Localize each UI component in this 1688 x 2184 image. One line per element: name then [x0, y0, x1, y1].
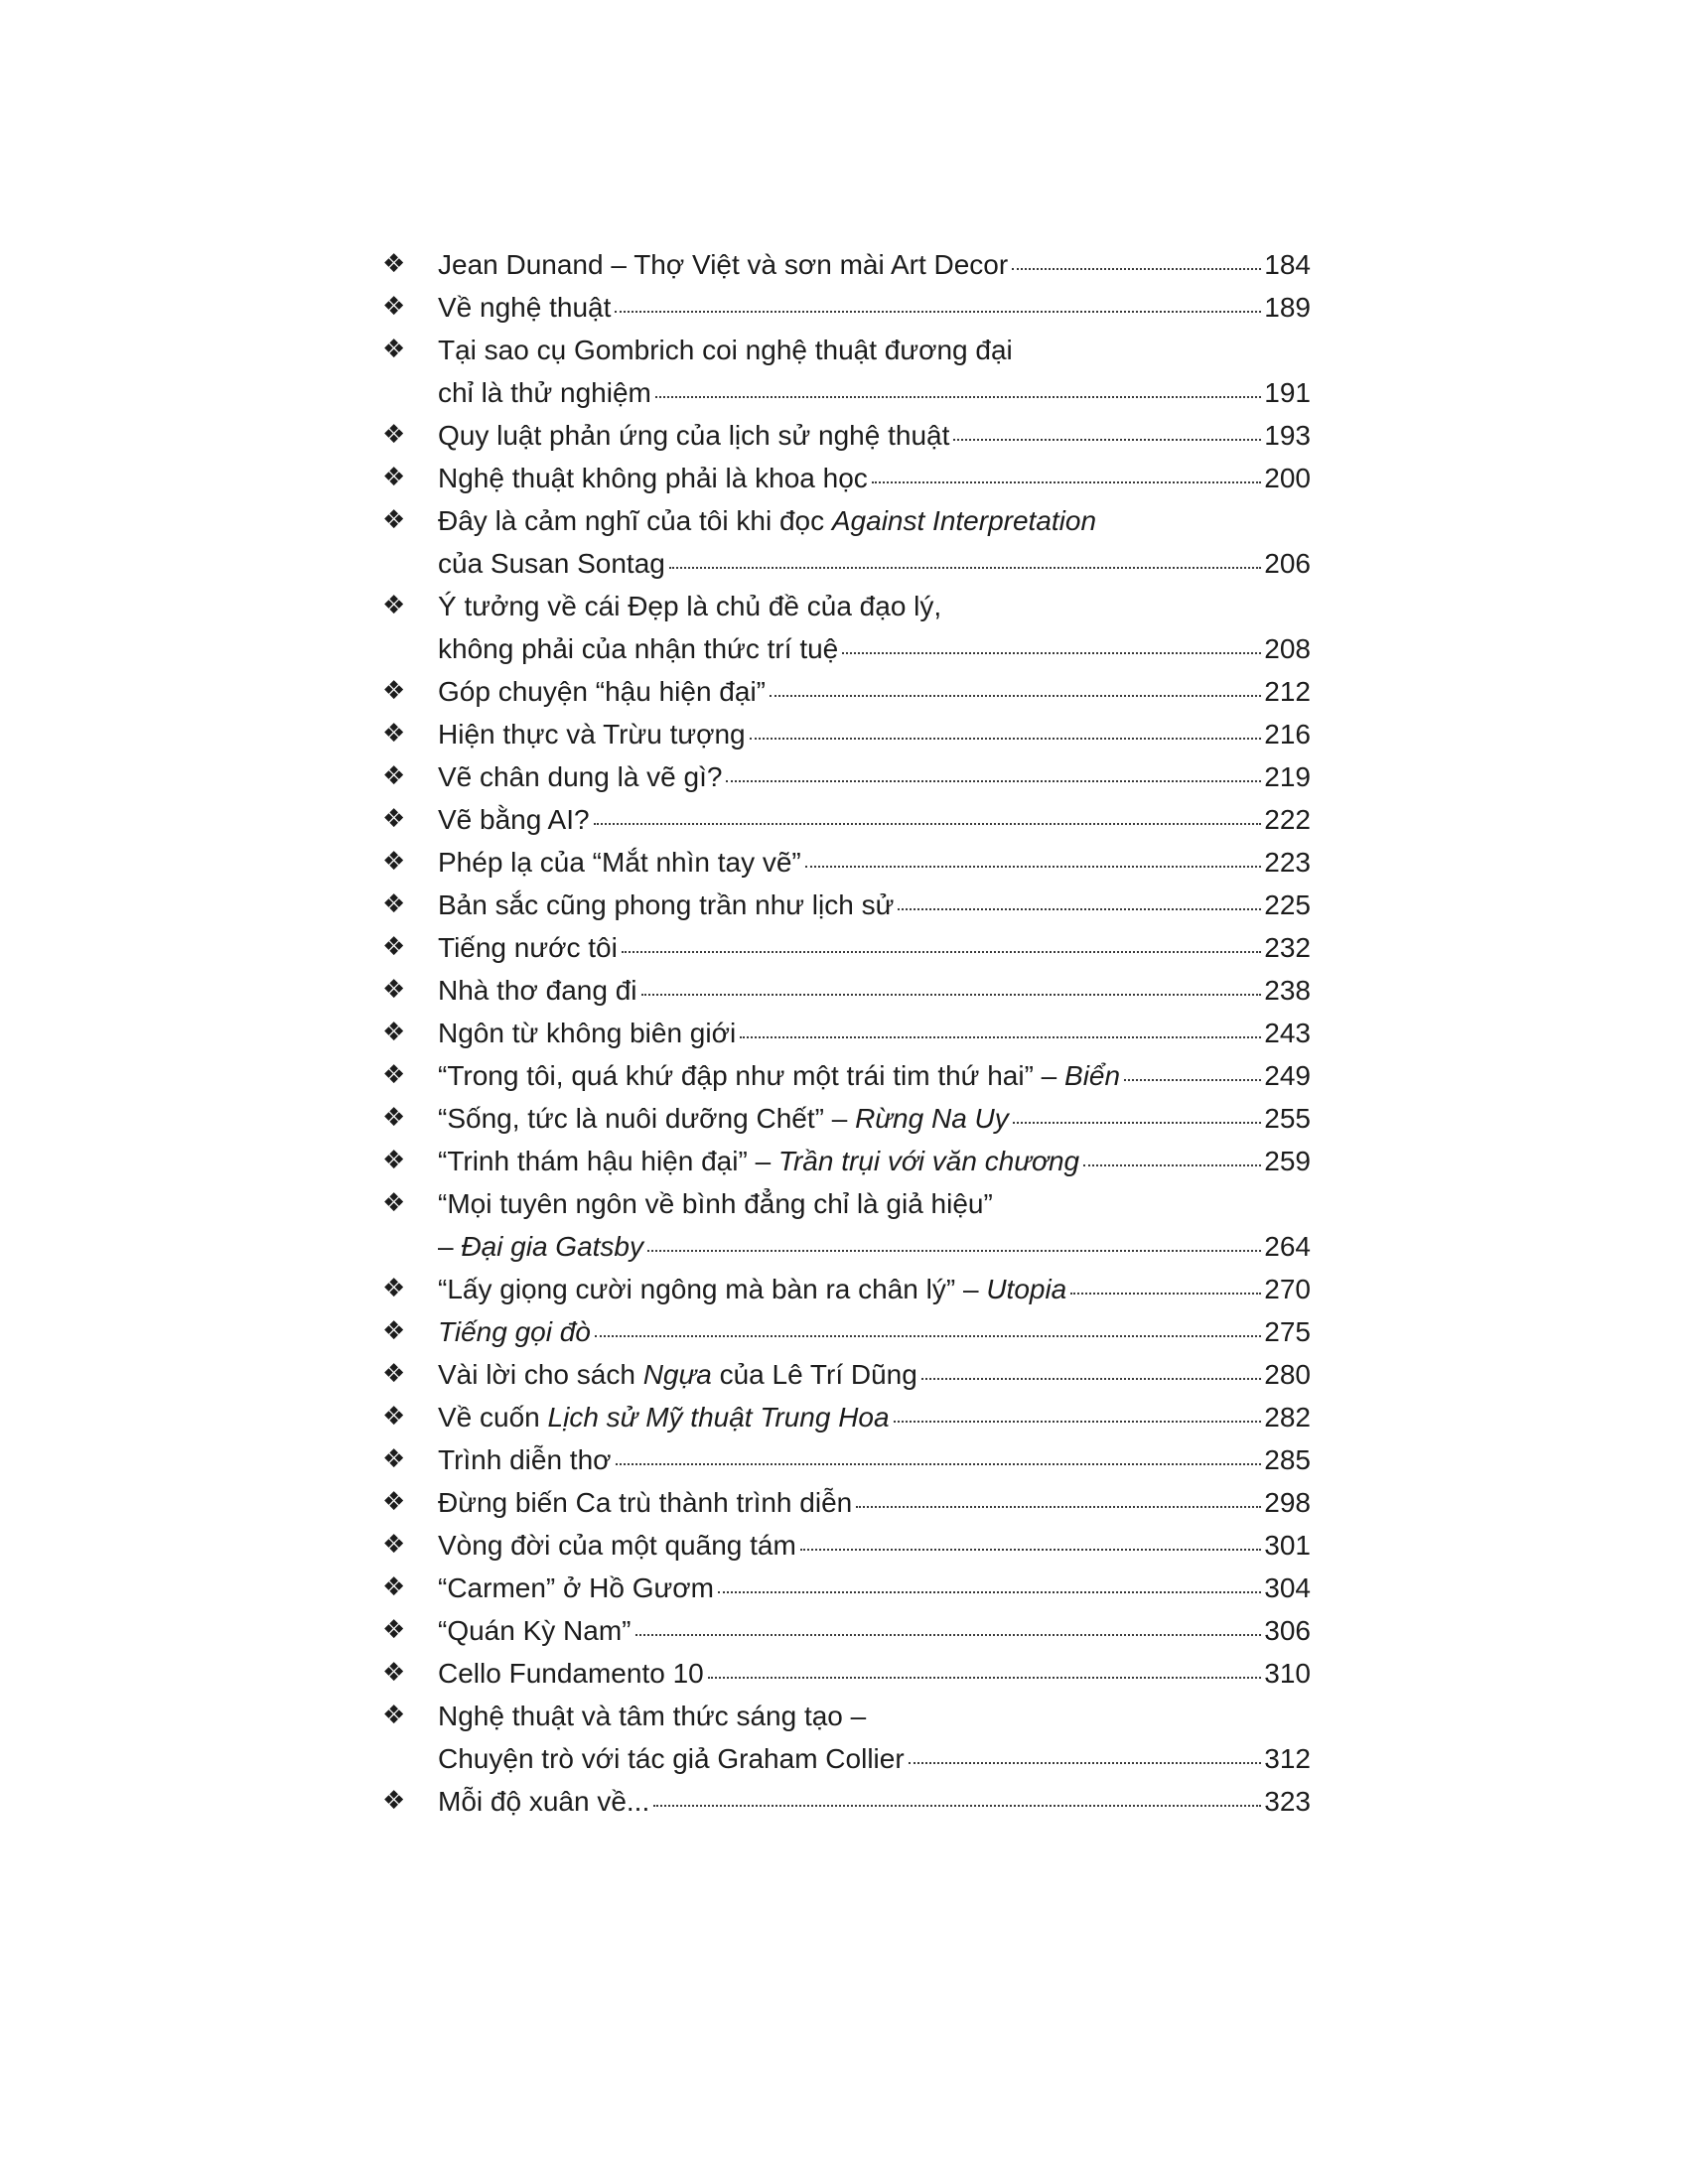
toc-entry-title — [438, 884, 894, 926]
toc-page-number: 222 — [1264, 804, 1311, 835]
toc-entry — [382, 1353, 1311, 1396]
toc-entry — [382, 1438, 1311, 1481]
toc-page-number: 223 — [1264, 847, 1311, 878]
toc-page-number: 249 — [1264, 1060, 1311, 1091]
dot-leader — [750, 738, 1262, 740]
dot-leader — [708, 1677, 1262, 1679]
toc-entry-title — [438, 243, 1008, 286]
toc-entry-line — [438, 670, 1311, 713]
toc-entry — [382, 1567, 1311, 1609]
toc-entry-title-text: Bản sắc cũng phong trần như lịch sử — [438, 889, 895, 920]
toc-entry-line — [438, 1353, 1311, 1396]
toc-entry-title-italic: Tiếng gọi đò — [438, 1316, 591, 1347]
toc-entry-title — [438, 713, 746, 755]
toc-entry-line — [438, 585, 1311, 627]
toc-entry-title — [438, 1182, 993, 1225]
toc-entry-title-text: “Mọi tuyên ngôn về bình đẳng chỉ là giả hiệu” — [438, 1188, 993, 1219]
toc-entry-title — [438, 1780, 649, 1823]
dot-leader — [898, 908, 1261, 910]
toc-entry-title-text: Mỗi độ xuân về... — [438, 1786, 650, 1817]
diamond-bullet-icon: ❖ — [382, 719, 406, 749]
toc-entry-title — [438, 1225, 643, 1268]
toc-entry-title-text: Tiếng nước tôi — [438, 932, 618, 963]
toc-entry-title — [438, 926, 618, 969]
toc-entry-title-text: Ngôn từ không biên giới — [438, 1018, 737, 1048]
toc-entry-title-text: của Susan Sontag — [438, 548, 665, 579]
toc-entry — [382, 755, 1311, 798]
diamond-bullet-icon: ❖ — [382, 889, 406, 919]
toc-entry-title — [438, 1396, 890, 1438]
toc-entry — [382, 1268, 1311, 1310]
toc-entry-line — [438, 1481, 1311, 1524]
diamond-bullet-icon: ❖ — [382, 1701, 406, 1730]
toc-entry-line — [438, 713, 1311, 755]
toc-entry-line — [438, 1695, 1311, 1737]
toc-page-number: 208 — [1264, 633, 1311, 664]
toc-entry-title — [438, 1652, 704, 1695]
toc-entry-line — [438, 926, 1311, 969]
toc-entry-title-text: Vòng đời của một quãng tám — [438, 1530, 796, 1561]
toc-entry-title — [438, 1097, 1009, 1140]
toc-entry-title — [438, 1609, 632, 1652]
toc-entry-title — [438, 627, 838, 670]
toc-page-number: 264 — [1264, 1231, 1311, 1262]
dot-leader — [1012, 268, 1261, 270]
dot-leader — [856, 1506, 1261, 1508]
toc-entry-title — [438, 1695, 866, 1737]
toc-page-number: 275 — [1264, 1316, 1311, 1347]
toc-entry-line — [438, 329, 1311, 371]
dot-leader — [921, 1378, 1261, 1380]
dot-leader — [740, 1036, 1261, 1038]
toc-page-number: 301 — [1264, 1530, 1311, 1561]
toc-entry-title-text: Nghệ thuật không phải là khoa học — [438, 463, 868, 493]
toc-entry-line — [438, 1140, 1311, 1182]
toc-entry-title-text: Cello Fundamento 10 — [438, 1658, 704, 1689]
dot-leader — [616, 1463, 1262, 1465]
toc-entry-title — [438, 1353, 917, 1396]
toc-entry-title-italic: Against Interpretation — [831, 505, 1097, 536]
toc-entry — [382, 243, 1311, 286]
toc-page-number: 259 — [1264, 1146, 1311, 1176]
diamond-bullet-icon: ❖ — [382, 676, 406, 706]
dot-leader — [770, 695, 1261, 697]
toc-entry — [382, 329, 1311, 414]
toc-entry-title — [438, 755, 722, 798]
toc-entry-title-italic: Trần trụi với văn chương — [777, 1146, 1080, 1176]
toc-entry — [382, 798, 1311, 841]
dot-leader — [1013, 1122, 1262, 1124]
toc-entry-line — [438, 1567, 1311, 1609]
toc-page-number: 219 — [1264, 761, 1311, 792]
toc-entry-title — [438, 798, 590, 841]
dot-leader — [595, 1335, 1261, 1337]
diamond-bullet-icon: ❖ — [382, 1530, 406, 1560]
diamond-bullet-icon: ❖ — [382, 1188, 406, 1218]
toc-entry-line — [438, 457, 1311, 499]
toc-entry-title — [438, 329, 1013, 371]
diamond-bullet-icon: ❖ — [382, 847, 406, 877]
toc-entry-line — [438, 841, 1311, 884]
toc-page-number: 238 — [1264, 975, 1311, 1006]
toc-entry-title — [438, 1310, 591, 1353]
toc-entry-title-italic: Ngựa — [642, 1359, 712, 1390]
toc-entry-title-text: Đây là cảm nghĩ của tôi khi đọc — [438, 505, 832, 536]
toc-entry-title — [438, 1737, 905, 1780]
dot-leader — [1083, 1164, 1261, 1166]
dot-leader — [669, 567, 1261, 569]
toc-entry-line — [438, 1609, 1311, 1652]
diamond-bullet-icon: ❖ — [382, 1615, 406, 1645]
toc-page-number: 306 — [1264, 1615, 1311, 1646]
toc-entry-title-italic: Đại gia Gatsby — [461, 1231, 643, 1262]
toc-entry-title-text: Đừng biến Ca trù thành trình diễn — [438, 1487, 853, 1518]
toc-entry-line — [438, 1438, 1311, 1481]
diamond-bullet-icon: ❖ — [382, 1274, 406, 1303]
toc-entry-title-text: Vài lời cho sách — [438, 1359, 643, 1390]
toc-entry-title-text: “Trinh thám hậu hiện đại” – — [438, 1146, 778, 1176]
dot-leader — [1070, 1293, 1261, 1295]
toc-entry — [382, 713, 1311, 755]
toc-entry-title-text: “Quán Kỳ Nam” — [438, 1615, 632, 1646]
toc-entry-title-text: không phải của nhận thức trí tuệ — [438, 633, 839, 664]
toc-entry-title-text: “Trong tôi, quá khứ đập như một trái tim thứ hai” – — [438, 1060, 1065, 1091]
toc-entry — [382, 1609, 1311, 1652]
toc-entry-title — [438, 841, 801, 884]
toc-entry-line — [438, 627, 1311, 670]
toc-entry-title — [438, 969, 637, 1012]
diamond-bullet-icon: ❖ — [382, 292, 406, 322]
diamond-bullet-icon: ❖ — [382, 1572, 406, 1602]
toc-entry-title-text: Jean Dunand – Thợ Việt và sơn mài Art Decor — [438, 249, 1009, 280]
toc-entry — [382, 499, 1311, 585]
toc-entry-title-text: của Lê Trí Dũng — [711, 1359, 917, 1390]
toc-entry-title-italic: Utopia — [986, 1274, 1067, 1304]
diamond-bullet-icon: ❖ — [382, 1359, 406, 1389]
toc-entry-title-text: “Sống, tức là nuôi dưỡng Chết” – — [438, 1103, 856, 1134]
toc-page-number: 270 — [1264, 1274, 1311, 1304]
toc-entry-line — [438, 798, 1311, 841]
toc-entry — [382, 926, 1311, 969]
toc-entry-title-text: Hiện thực và Trừu tượng — [438, 719, 746, 750]
dot-leader — [872, 481, 1262, 483]
toc-entry-title-text: Nghệ thuật và tâm thức sáng tạo – — [438, 1701, 867, 1731]
diamond-bullet-icon: ❖ — [382, 761, 406, 791]
toc-entry-title — [438, 670, 766, 713]
diamond-bullet-icon: ❖ — [382, 463, 406, 492]
toc-entry-title — [438, 542, 665, 585]
toc-entry-title-text: chỉ là thử nghiệm — [438, 377, 651, 408]
dot-leader — [641, 994, 1262, 996]
toc-entry-title-text: Góp chuyện “hậu hiện đại” — [438, 676, 766, 707]
toc-entry-line — [438, 1268, 1311, 1310]
toc-entry-title — [438, 1481, 852, 1524]
toc-entry — [382, 1481, 1311, 1524]
diamond-bullet-icon: ❖ — [382, 505, 406, 535]
toc-entry — [382, 1695, 1311, 1780]
toc-entry-line — [438, 1652, 1311, 1695]
toc-entry-line — [438, 286, 1311, 329]
toc-entry — [382, 969, 1311, 1012]
toc-page-number: 191 — [1264, 377, 1311, 408]
toc-entry — [382, 1396, 1311, 1438]
diamond-bullet-icon: ❖ — [382, 1487, 406, 1517]
dot-leader — [622, 951, 1261, 953]
toc-entry-title — [438, 414, 949, 457]
toc-entry-line — [438, 1182, 1311, 1225]
toc-entry-title-text: “Lấy giọng cười ngông mà bàn ra chân lý” – — [438, 1274, 987, 1304]
toc-entry-line — [438, 1396, 1311, 1438]
dot-leader — [909, 1762, 1262, 1764]
toc-page-number: 255 — [1264, 1103, 1311, 1134]
toc-page-number: 285 — [1264, 1444, 1311, 1475]
toc-entry — [382, 1652, 1311, 1695]
toc-entry-title — [438, 1524, 796, 1567]
toc-page-number: 232 — [1264, 932, 1311, 963]
toc-entry-line — [438, 243, 1311, 286]
diamond-bullet-icon: ❖ — [382, 249, 406, 279]
toc-entry-title-text: – — [438, 1231, 462, 1262]
diamond-bullet-icon: ❖ — [382, 591, 406, 620]
diamond-bullet-icon: ❖ — [382, 1316, 406, 1346]
toc-entry-title — [438, 585, 941, 627]
toc-entry-title-text: Về cuốn — [438, 1402, 548, 1433]
toc-entry-title-text: Vẽ bằng AI? — [438, 804, 590, 835]
dot-leader — [647, 1250, 1261, 1252]
toc-entry-line — [438, 542, 1311, 585]
toc-page-number: 216 — [1264, 719, 1311, 750]
toc-entry — [382, 1182, 1311, 1268]
toc-page-number: 280 — [1264, 1359, 1311, 1390]
diamond-bullet-icon: ❖ — [382, 1146, 406, 1175]
toc-entry-title-italic: Rừng Na Uy — [855, 1103, 1009, 1134]
dot-leader — [635, 1634, 1262, 1636]
dot-leader — [653, 1805, 1261, 1807]
toc-entry-title-text: “Carmen” ở Hồ Gươm — [438, 1572, 714, 1603]
diamond-bullet-icon: ❖ — [382, 420, 406, 450]
toc-entry-line — [438, 755, 1311, 798]
toc-entry-line — [438, 1054, 1311, 1097]
toc-entry — [382, 841, 1311, 884]
diamond-bullet-icon: ❖ — [382, 804, 406, 834]
toc-entry-title — [438, 371, 651, 414]
toc-page-number: 184 — [1264, 249, 1311, 280]
toc-page-number: 312 — [1264, 1743, 1311, 1774]
diamond-bullet-icon: ❖ — [382, 1103, 406, 1133]
toc-entry — [382, 670, 1311, 713]
toc-entry — [382, 1097, 1311, 1140]
toc-entry — [382, 1780, 1311, 1823]
toc-entry — [382, 884, 1311, 926]
toc-list — [382, 243, 1311, 1823]
dot-leader — [953, 439, 1261, 441]
table-of-contents-page — [382, 243, 1311, 1823]
toc-entry-line — [438, 499, 1311, 542]
toc-entry-title-text: Nhà thơ đang đi — [438, 975, 637, 1006]
toc-entry-title-text: Ý tưởng về cái Đẹp là chủ đề của đạo lý, — [438, 591, 942, 621]
toc-entry-title — [438, 1438, 612, 1481]
toc-entry — [382, 457, 1311, 499]
toc-entry-title-italic: Biển — [1064, 1060, 1121, 1091]
toc-entry — [382, 286, 1311, 329]
toc-page-number: 193 — [1264, 420, 1311, 451]
toc-entry-line — [438, 1780, 1311, 1823]
toc-entry-title-text: Về nghệ thuật — [438, 292, 612, 323]
toc-entry-line — [438, 414, 1311, 457]
diamond-bullet-icon: ❖ — [382, 932, 406, 962]
toc-entry — [382, 414, 1311, 457]
dot-leader — [842, 652, 1261, 654]
dot-leader — [718, 1591, 1261, 1593]
toc-entry-line — [438, 1097, 1311, 1140]
diamond-bullet-icon: ❖ — [382, 1786, 406, 1816]
toc-page-number: 298 — [1264, 1487, 1311, 1518]
diamond-bullet-icon: ❖ — [382, 1658, 406, 1688]
toc-entry — [382, 1140, 1311, 1182]
toc-entry-title-text: Quy luật phản ứng của lịch sử nghệ thuật — [438, 420, 950, 451]
toc-entry-line — [438, 1310, 1311, 1353]
toc-entry-title — [438, 1268, 1066, 1310]
toc-entry — [382, 1524, 1311, 1567]
diamond-bullet-icon: ❖ — [382, 1060, 406, 1090]
toc-entry-title-text: Chuyện trò với tác giả Graham Collier — [438, 1743, 905, 1774]
dot-leader — [615, 311, 1261, 313]
toc-page-number: 212 — [1264, 676, 1311, 707]
dot-leader — [726, 780, 1261, 782]
toc-page-number: 206 — [1264, 548, 1311, 579]
diamond-bullet-icon: ❖ — [382, 1018, 406, 1047]
toc-page-number: 323 — [1264, 1786, 1311, 1817]
toc-entry-line — [438, 371, 1311, 414]
toc-entry — [382, 1310, 1311, 1353]
toc-entry-title-text: Phép lạ của “Mắt nhìn tay vẽ” — [438, 847, 801, 878]
dot-leader — [800, 1549, 1261, 1551]
dot-leader — [1124, 1079, 1261, 1081]
dot-leader — [894, 1421, 1262, 1423]
toc-page-number: 243 — [1264, 1018, 1311, 1048]
toc-entry-line — [438, 1737, 1311, 1780]
diamond-bullet-icon: ❖ — [382, 1444, 406, 1474]
toc-entry-title — [438, 499, 1096, 542]
toc-entry-title — [438, 1012, 736, 1054]
dot-leader — [594, 823, 1262, 825]
toc-entry — [382, 1054, 1311, 1097]
toc-page-number: 304 — [1264, 1572, 1311, 1603]
toc-page-number: 225 — [1264, 889, 1311, 920]
diamond-bullet-icon: ❖ — [382, 335, 406, 364]
diamond-bullet-icon: ❖ — [382, 1402, 406, 1432]
toc-page-number: 200 — [1264, 463, 1311, 493]
diamond-bullet-icon: ❖ — [382, 975, 406, 1005]
toc-page-number: 189 — [1264, 292, 1311, 323]
toc-entry — [382, 585, 1311, 670]
toc-entry-line — [438, 1225, 1311, 1268]
toc-entry-title-text: Trình diễn thơ — [438, 1444, 612, 1475]
toc-page-number: 310 — [1264, 1658, 1311, 1689]
dot-leader — [655, 396, 1261, 398]
toc-entry-line — [438, 969, 1311, 1012]
toc-entry-title-text: Tại sao cụ Gombrich coi nghệ thuật đương đại — [438, 335, 1013, 365]
toc-entry-title-italic: Lịch sử Mỹ thuật Trung Hoa — [547, 1402, 890, 1433]
toc-entry-title-text: Vẽ chân dung là vẽ gì? — [438, 761, 723, 792]
toc-entry-line — [438, 1012, 1311, 1054]
toc-entry-title — [438, 1054, 1120, 1097]
toc-page-number: 282 — [1264, 1402, 1311, 1433]
dot-leader — [805, 866, 1262, 868]
toc-entry-title — [438, 457, 868, 499]
toc-entry-line — [438, 884, 1311, 926]
toc-entry-title — [438, 1567, 714, 1609]
toc-entry — [382, 1012, 1311, 1054]
toc-entry-line — [438, 1524, 1311, 1567]
toc-entry-title — [438, 286, 611, 329]
toc-entry-title — [438, 1140, 1079, 1182]
